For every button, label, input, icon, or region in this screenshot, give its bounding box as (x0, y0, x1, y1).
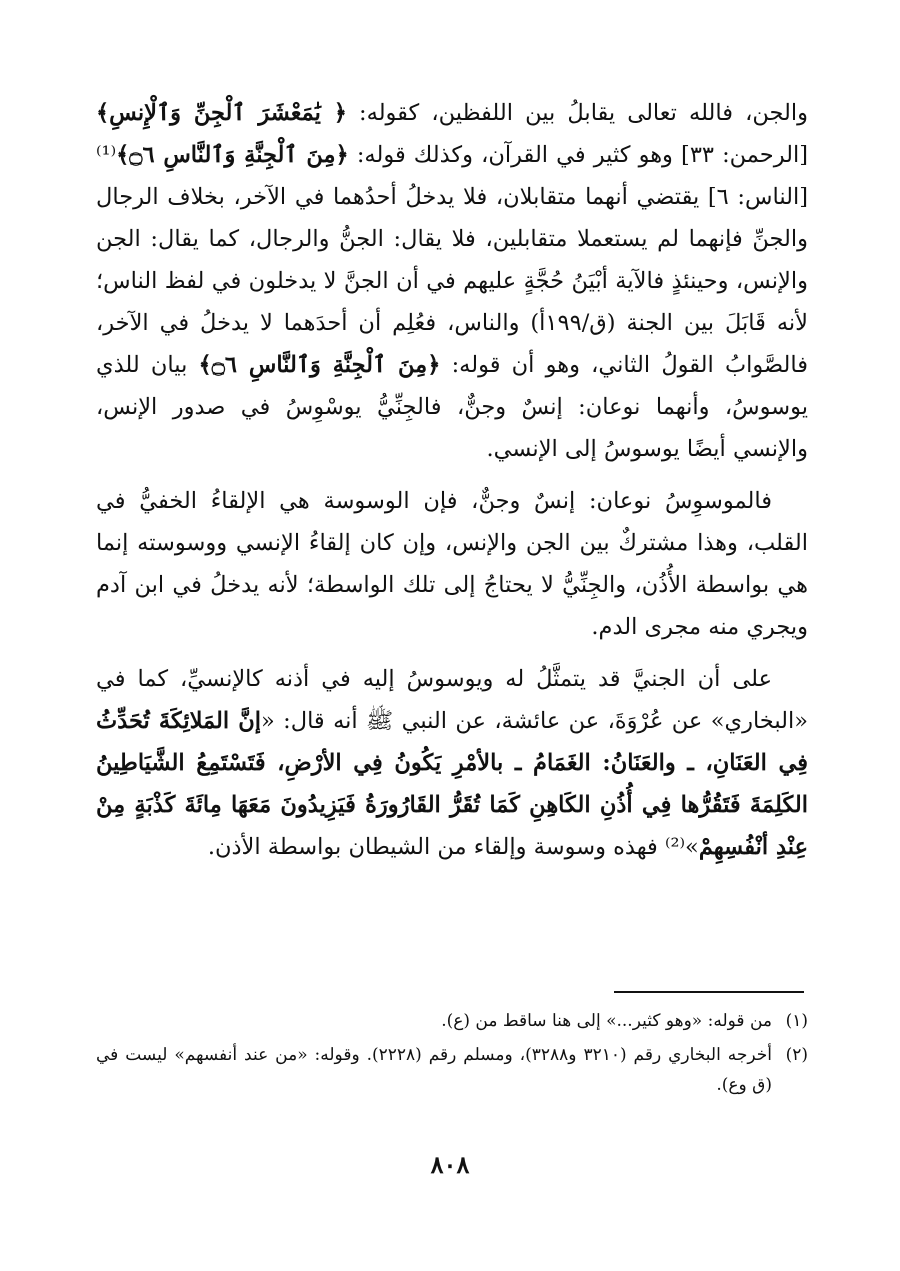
paragraph-text: على أن الجنيَّ قد يتمثَّلُ له ويوسوسُ إليه في أذنه كالإنسيِّ، كما في «البخاري» عن عُرْوَةَ، عن عائشة، عن النبي ﷺ أنه قال: « (96, 666, 808, 734)
footnote-text: أخرجه البخاري رقم (٣٢١٠ و٣٢٨٨)، ومسلم رقم (٢٢٢٨). وقوله: «من عند أنفسهم» ليست في (ق وع). (96, 1045, 772, 1095)
paragraph (96, 92, 808, 470)
footnote-text: من قوله: «وهو كثير...» إلى هنا ساقط من (ع). (441, 1011, 772, 1031)
footnote-divider (614, 991, 804, 993)
footnote-number: (٢) (785, 1045, 808, 1065)
paragraph-text: فالموسوِسُ نوعان: إنسٌ وجنٌّ، فإن الوسوسة هي الإلقاءُ الخفيُّ في القلب، وهذا مشتركٌ بين الجن والإنس، وإن كان إلقاءُ الإنسي ووسوسته إنما هي بواسطة الأُذُن، والجِنِّيُّ لا يحتاجُ إلى تلك الواسطة؛ لأنه يدخلُ في ابن آدم ويجري منه مجرى الدم. (96, 488, 808, 640)
paragraph-text: والجن، فالله تعالى يقابلُ بين اللفظين، كقوله: (346, 100, 809, 126)
footnotes (96, 1006, 808, 1104)
paragraph-text: بيان للذي يوسوسُ، وأنهما نوعان: إنسٌ وجنٌّ، فالجِنِّيُّ يوسْوِسُ في صدور الإنس، والإنسي أيضًا يوسوسُ إلى الإنسي. (96, 352, 808, 462)
page-number: ٨٠٨ (430, 1150, 470, 1179)
footnote-item (96, 1006, 808, 1036)
paragraph (96, 658, 808, 868)
paragraph-text: ⁽¹⁾ [الناس: ٦] يقتضي أنهما متقابلان، فلا يدخلُ أحدُهما في الآخر، بخلاف الرجال والجنِّ فإنهما لم يستعملا متقابلين، فلا يقال: الجنُّ والرجال، كما يقال: الجن والإنس، وحينئذٍ فالآية أبْيَنُ حُجَّةٍ عليهم في أن الجنَّ لا يدخلون في لفظ الناس؛ لأنه قَابَلَ بين الجنة (ق/١٩٩أ) والناس، فعُلِم أن أحدَهما لا يدخلُ في الآخر، فالصَّوابُ القولُ الثاني، وهو أن قوله: (96, 142, 809, 378)
quran-verse: ﴿ يَٰمَعْشَرَ ٱلْجِنِّ وَٱلْإِنسِ﴾ (96, 100, 347, 126)
paragraph-text: »⁽²⁾ فهذه وسوسة وإلقاء من الشيطان بواسطة الأذن. (207, 834, 699, 860)
quran-verse: ﴿مِنَ ٱلْجِنَّةِ وَٱلنَّاسِ ۝٦﴾ (116, 142, 349, 168)
footnote-item (96, 1040, 808, 1100)
main-text (96, 92, 808, 878)
paragraph-text: [الرحمن: ٣٣] وهو كثير في القرآن، وكذلك قوله: (348, 142, 809, 168)
paragraph (96, 480, 808, 648)
footnote-number: (١) (785, 1011, 808, 1031)
quran-verse: ﴿مِنَ ٱلْجِنَّةِ وَٱلنَّاسِ ۝٦﴾ (198, 352, 441, 378)
hadith-quote: إنَّ المَلائِكَةَ تُحَدِّثُ فِي العَنَانِ، ـ والعَنَانُ: الغَمَامُ ـ بالأمْرِ يَكُونُ فِي الأرْضِ، فَتَسْتَمِعُ الشَّيَاطِينُ الكَلِمَةَ فَتَقُرُّها فِي أُذُنِ الكَاهِنِ كَمَا تُقَرُّ القَارُورَةُ فَيَزِيدُونَ مَعَهَا مِائَةَ كَذْبَةٍ مِنْ عِنْدِ أنْفُسِهِمْ (96, 708, 808, 860)
